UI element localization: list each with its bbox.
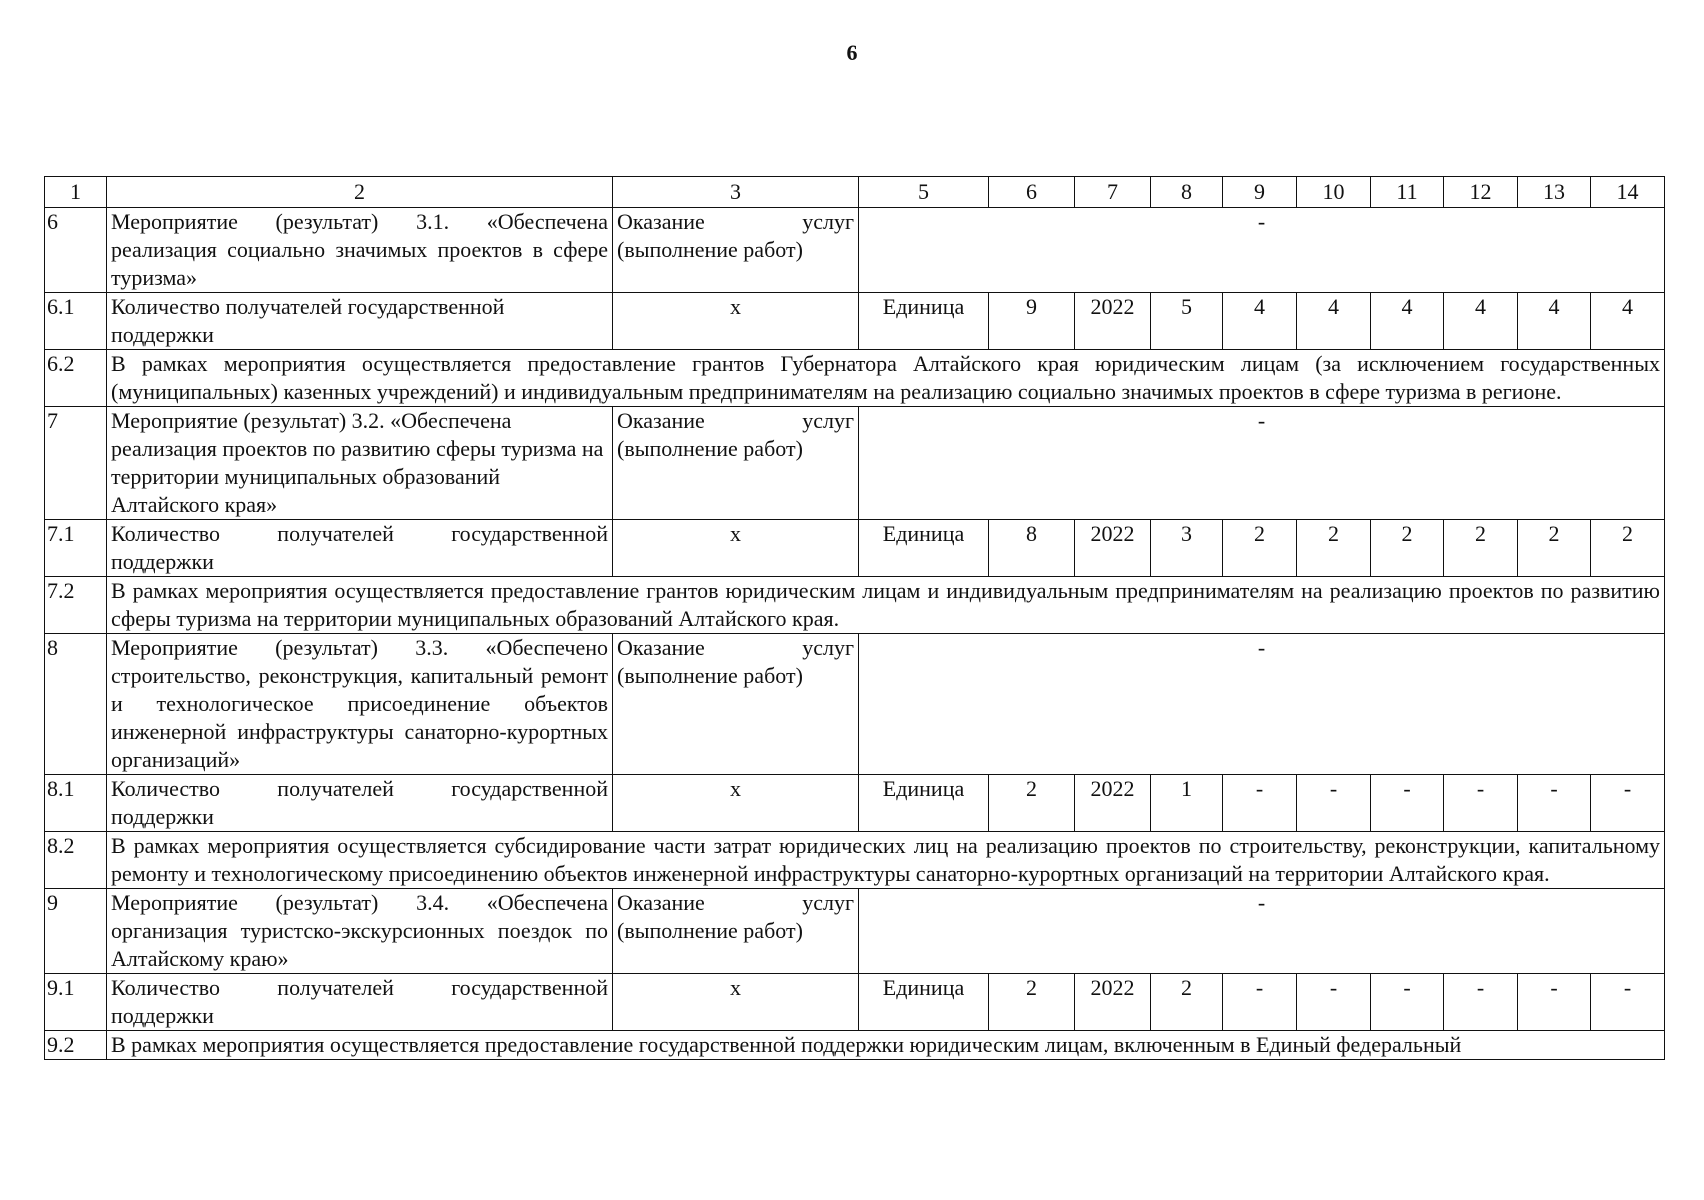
x-cell: х xyxy=(613,974,859,1031)
value-cell: 4 xyxy=(1297,293,1371,350)
value-cell: 9 xyxy=(989,293,1075,350)
row-number: 7 xyxy=(45,407,107,520)
header-cell: 10 xyxy=(1297,177,1371,208)
value-cell: - xyxy=(1297,775,1371,832)
measure-row xyxy=(45,208,1665,293)
value-cell: - xyxy=(1591,974,1665,1031)
x-cell: х xyxy=(613,293,859,350)
unit-cell: Единица xyxy=(859,520,989,577)
measure-title: Мероприятие (результат) 3.2. «Обеспечена реализация проектов по развитию сферы туризма на территории муниципальных образований Алтайского края» xyxy=(107,407,613,520)
value-cell: - xyxy=(1591,775,1665,832)
header-cell: 9 xyxy=(1223,177,1297,208)
header-cell: 3 xyxy=(613,177,859,208)
measure-title: Мероприятие (результат) 3.3. «Обеспечено строительство, реконструкция, капитальный ремонт и технологическое присоединение объектов инженерной инфраструктуры санаторно-курортных организаций» xyxy=(107,634,613,775)
value-cell: 2 xyxy=(989,974,1075,1031)
indicator-title: Количество получателей государственной поддержки xyxy=(107,520,613,577)
measure-type xyxy=(613,407,859,520)
x-cell: х xyxy=(613,520,859,577)
header-cell: 1 xyxy=(45,177,107,208)
value-cell: 2 xyxy=(1591,520,1665,577)
type-word: услуг xyxy=(802,408,854,433)
type-note: (выполнение работ) xyxy=(617,237,803,262)
indicator-row xyxy=(45,775,1665,832)
type-word: услуг xyxy=(802,890,854,915)
description-row xyxy=(45,350,1665,407)
merged-dash: - xyxy=(859,208,1665,293)
header-cell: 13 xyxy=(1518,177,1591,208)
row-number: 6.2 xyxy=(45,350,107,407)
measure-type xyxy=(613,634,859,775)
header-cell: 6 xyxy=(989,177,1075,208)
measure-row xyxy=(45,889,1665,974)
value-cell: 4 xyxy=(1591,293,1665,350)
value-cell: 4 xyxy=(1223,293,1297,350)
value-cell: 2 xyxy=(1371,520,1444,577)
type-word: Оказание xyxy=(617,635,705,660)
value-cell: 8 xyxy=(989,520,1075,577)
row-number: 8.2 xyxy=(45,832,107,889)
type-word: Оказание xyxy=(617,408,705,433)
measure-type xyxy=(613,208,859,293)
type-word: услуг xyxy=(802,209,854,234)
value-cell: 2 xyxy=(1297,520,1371,577)
value-cell: - xyxy=(1518,775,1591,832)
merged-dash: - xyxy=(859,407,1665,520)
description-text: В рамках мероприятия осуществляется субсидирование части затрат юридических лиц на реализацию проектов по строительству, реконструкции, капитальному ремонту и технологическому присоединению объектов инженерной инфраструктуры санаторно-курортных организаций на территории Алтайского края. xyxy=(107,832,1665,889)
row-number: 6 xyxy=(45,208,107,293)
indicator-title: Количество получателей государственной поддержки xyxy=(107,775,613,832)
measure-row xyxy=(45,407,1665,520)
header-cell: 11 xyxy=(1371,177,1444,208)
header-cell: 8 xyxy=(1151,177,1223,208)
measure-type xyxy=(613,889,859,974)
unit-cell: Единица xyxy=(859,974,989,1031)
year-cell: 2022 xyxy=(1075,775,1151,832)
value-cell: - xyxy=(1223,775,1297,832)
indicator-row xyxy=(45,520,1665,577)
description-row xyxy=(45,832,1665,889)
value-cell: 2 xyxy=(1151,974,1223,1031)
description-row xyxy=(45,1031,1665,1060)
page-number: 6 xyxy=(846,40,858,65)
merged-dash: - xyxy=(859,634,1665,775)
row-number: 8 xyxy=(45,634,107,775)
measure-title: Мероприятие (результат) 3.1. «Обеспечена реализация социально значимых проектов в сфере туризма» xyxy=(107,208,613,293)
measures-table xyxy=(44,176,1665,1060)
value-cell: 1 xyxy=(1151,775,1223,832)
value-cell: 2 xyxy=(1223,520,1297,577)
year-cell: 2022 xyxy=(1075,520,1151,577)
header-cell: 7 xyxy=(1075,177,1151,208)
description-text: В рамках мероприятия осуществляется предоставление государственной поддержки юридическим лицам, включенным в Единый федеральный xyxy=(107,1031,1665,1060)
value-cell: 4 xyxy=(1518,293,1591,350)
row-number: 9.2 xyxy=(45,1031,107,1060)
value-cell: 3 xyxy=(1151,520,1223,577)
value-cell: - xyxy=(1223,974,1297,1031)
header-cell: 5 xyxy=(859,177,989,208)
description-row xyxy=(45,577,1665,634)
value-cell: - xyxy=(1371,974,1444,1031)
row-number: 6.1 xyxy=(45,293,107,350)
year-cell: 2022 xyxy=(1075,293,1151,350)
indicator-row xyxy=(45,974,1665,1031)
row-number: 9.1 xyxy=(45,974,107,1031)
type-word: услуг xyxy=(802,635,854,660)
header-cell: 14 xyxy=(1591,177,1665,208)
value-cell: - xyxy=(1444,775,1518,832)
description-text: В рамках мероприятия осуществляется предоставление грантов Губернатора Алтайского края юридическим лицам (за исключением государственных (муниципальных) казенных учреждений) и индивидуальным предпринимателям на реализацию социально значимых проектов в сфере туризма в регионе. xyxy=(107,350,1665,407)
indicator-title: Количество получателей государственной поддержки xyxy=(107,293,613,350)
header-cell: 12 xyxy=(1444,177,1518,208)
merged-dash: - xyxy=(859,889,1665,974)
x-cell: х xyxy=(613,775,859,832)
description-text: В рамках мероприятия осуществляется предоставление грантов юридическим лицам и индивидуальным предпринимателям на реализацию проектов по развитию сферы туризма на территории муниципальных образований Алтайского края. xyxy=(107,577,1665,634)
header-row xyxy=(45,177,1665,208)
row-number: 7.2 xyxy=(45,577,107,634)
value-cell: 4 xyxy=(1444,293,1518,350)
type-note: (выполнение работ) xyxy=(617,918,803,943)
measure-title: Мероприятие (результат) 3.4. «Обеспечена организация туристско-экскурсионных поездок по Алтайскому краю» xyxy=(107,889,613,974)
unit-cell: Единица xyxy=(859,293,989,350)
indicator-row xyxy=(45,293,1665,350)
value-cell: - xyxy=(1518,974,1591,1031)
indicator-title: Количество получателей государственной поддержки xyxy=(107,974,613,1031)
value-cell: - xyxy=(1444,974,1518,1031)
value-cell: 2 xyxy=(989,775,1075,832)
value-cell: 4 xyxy=(1371,293,1444,350)
value-cell: - xyxy=(1371,775,1444,832)
row-number: 7.1 xyxy=(45,520,107,577)
value-cell: - xyxy=(1297,974,1371,1031)
type-note: (выполнение работ) xyxy=(617,436,803,461)
value-cell: 2 xyxy=(1518,520,1591,577)
type-word: Оказание xyxy=(617,209,705,234)
header-cell: 2 xyxy=(107,177,613,208)
measure-row xyxy=(45,634,1665,775)
unit-cell: Единица xyxy=(859,775,989,832)
type-word: Оказание xyxy=(617,890,705,915)
row-number: 9 xyxy=(45,889,107,974)
row-number: 8.1 xyxy=(45,775,107,832)
value-cell: 5 xyxy=(1151,293,1223,350)
year-cell: 2022 xyxy=(1075,974,1151,1031)
value-cell: 2 xyxy=(1444,520,1518,577)
type-note: (выполнение работ) xyxy=(617,663,803,688)
